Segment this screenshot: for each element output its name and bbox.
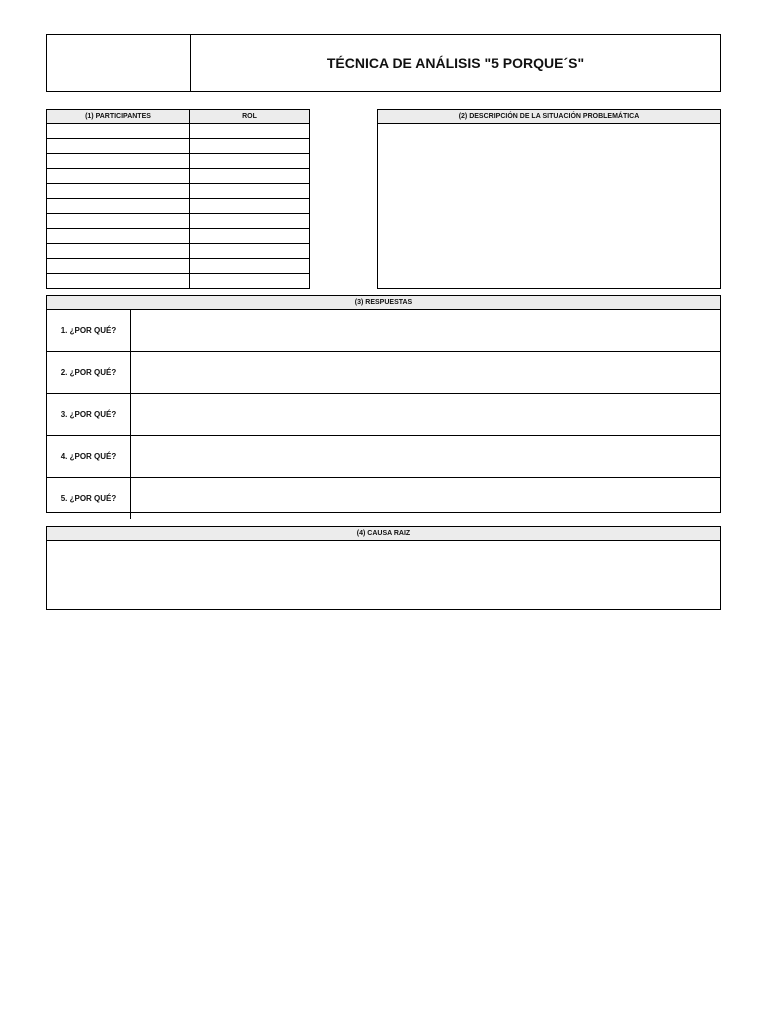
participant-role-cell[interactable]	[190, 184, 310, 199]
participant-name-cell[interactable]	[47, 169, 190, 184]
participant-name-cell[interactable]	[47, 139, 190, 154]
why-answer-field[interactable]	[131, 394, 720, 435]
why-row	[47, 352, 720, 394]
participant-row	[47, 169, 310, 184]
answers-heading: (3) RESPUESTAS	[47, 296, 720, 310]
participant-name-cell[interactable]	[47, 274, 190, 289]
participant-row	[47, 259, 310, 274]
why-row	[47, 436, 720, 478]
participant-role-cell[interactable]	[190, 259, 310, 274]
participant-role-cell[interactable]	[190, 244, 310, 259]
why-answer-field[interactable]	[131, 436, 720, 477]
why-answer-field[interactable]	[131, 352, 720, 393]
root-cause-heading: (4) CAUSA RAIZ	[47, 527, 720, 541]
participant-row	[47, 124, 310, 139]
why-label: 1. ¿POR QUÉ?	[47, 310, 131, 351]
participant-role-cell[interactable]	[190, 154, 310, 169]
description-heading: (2) DESCRIPCIÓN DE LA SITUACIÓN PROBLEMÁTICA	[378, 110, 720, 124]
why-label: 4. ¿POR QUÉ?	[47, 436, 131, 477]
why-row	[47, 310, 720, 352]
participant-row	[47, 139, 310, 154]
why-label: 2. ¿POR QUÉ?	[47, 352, 131, 393]
participant-role-cell[interactable]	[190, 229, 310, 244]
why-label: 5. ¿POR QUÉ?	[47, 478, 131, 519]
participant-role-cell[interactable]	[190, 169, 310, 184]
participant-name-cell[interactable]	[47, 154, 190, 169]
answers-block	[46, 295, 721, 513]
participant-row	[47, 154, 310, 169]
participant-name-cell[interactable]	[47, 259, 190, 274]
why-label: 3. ¿POR QUÉ?	[47, 394, 131, 435]
participant-role-cell[interactable]	[190, 199, 310, 214]
title-block	[46, 34, 721, 92]
participant-row	[47, 229, 310, 244]
participant-name-cell[interactable]	[47, 229, 190, 244]
participant-row	[47, 214, 310, 229]
participant-row	[47, 274, 310, 289]
participant-role-cell[interactable]	[190, 274, 310, 289]
root-cause-text-area[interactable]	[47, 541, 720, 610]
participant-name-cell[interactable]	[47, 214, 190, 229]
participant-name-cell[interactable]	[47, 184, 190, 199]
participants-table	[46, 109, 310, 289]
participant-row	[47, 244, 310, 259]
participants-header: (1) PARTICIPANTES	[47, 110, 190, 124]
participant-name-cell[interactable]	[47, 124, 190, 139]
participant-row	[47, 184, 310, 199]
participant-name-cell[interactable]	[47, 244, 190, 259]
logo-cell	[47, 35, 191, 91]
form-title: TÉCNICA DE ANÁLISIS "5 PORQUE´S"	[326, 55, 585, 71]
participant-role-cell[interactable]	[190, 124, 310, 139]
description-box	[377, 109, 721, 289]
why-row	[47, 394, 720, 436]
root-cause-block	[46, 526, 721, 610]
participant-role-cell[interactable]	[190, 214, 310, 229]
role-header: ROL	[190, 110, 310, 124]
why-answer-field[interactable]	[131, 310, 720, 351]
participant-role-cell[interactable]	[190, 139, 310, 154]
why-answer-field[interactable]	[131, 478, 720, 519]
participant-row	[47, 199, 310, 214]
description-text-area[interactable]	[378, 124, 720, 289]
participant-name-cell[interactable]	[47, 199, 190, 214]
why-row	[47, 478, 720, 519]
